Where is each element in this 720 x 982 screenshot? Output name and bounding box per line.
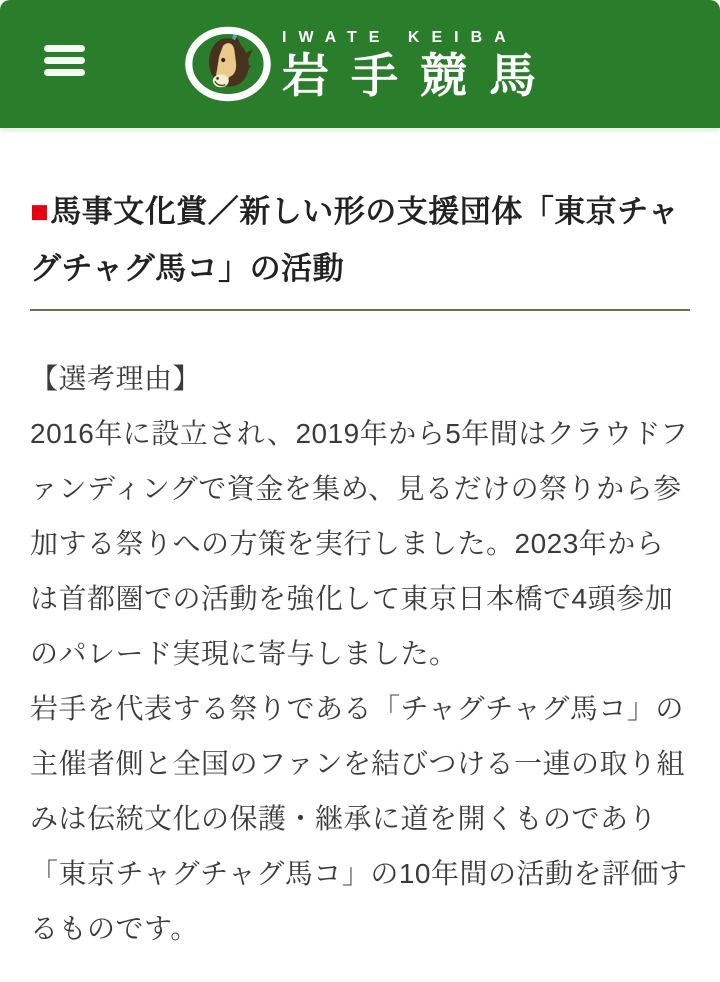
app-header [0,0,720,128]
paragraph-evaluation: 岩手を代表する祭りである「チャグチャグ馬コ」の主催者側と全国のファンを結びつける一連の取り組みは伝統文化の保護・継承に道を開くものであり「東京チャグチャグ馬コ」の10年間の活動を評価するものです。 [30,693,688,944]
article-content [0,183,720,956]
menu-button[interactable] [44,45,85,76]
page-title [30,183,690,311]
article-body [30,351,690,956]
paragraph-selection-reason-label: 【選考理由】 [30,363,202,394]
paragraph-activity-history: 2016年に設立され、2019年から5年間はクラウドファンディングで資金を集め、見るだけの祭りから参加する祭りへの方策を実行しました。2023年からは首都圏での活動を強化して東京日本橋で4頭参加のパレード実現に寄与しました。 [30,418,689,669]
hamburger-icon [44,69,85,76]
logo-text [282,28,558,102]
red-square-marker: ■ [30,194,50,229]
hamburger-icon [44,45,85,52]
hamburger-icon [44,57,85,64]
site-logo[interactable] [184,25,558,103]
page-title-text: 馬事文化賞／新しい形の支援団体「東京チャグチャグ馬コ」の活動 [30,194,680,286]
logo-text-jp: 岩手競馬 [282,48,558,102]
logo-text-en: IWATE KEIBA [282,28,518,46]
horse-logo-icon [184,25,272,103]
